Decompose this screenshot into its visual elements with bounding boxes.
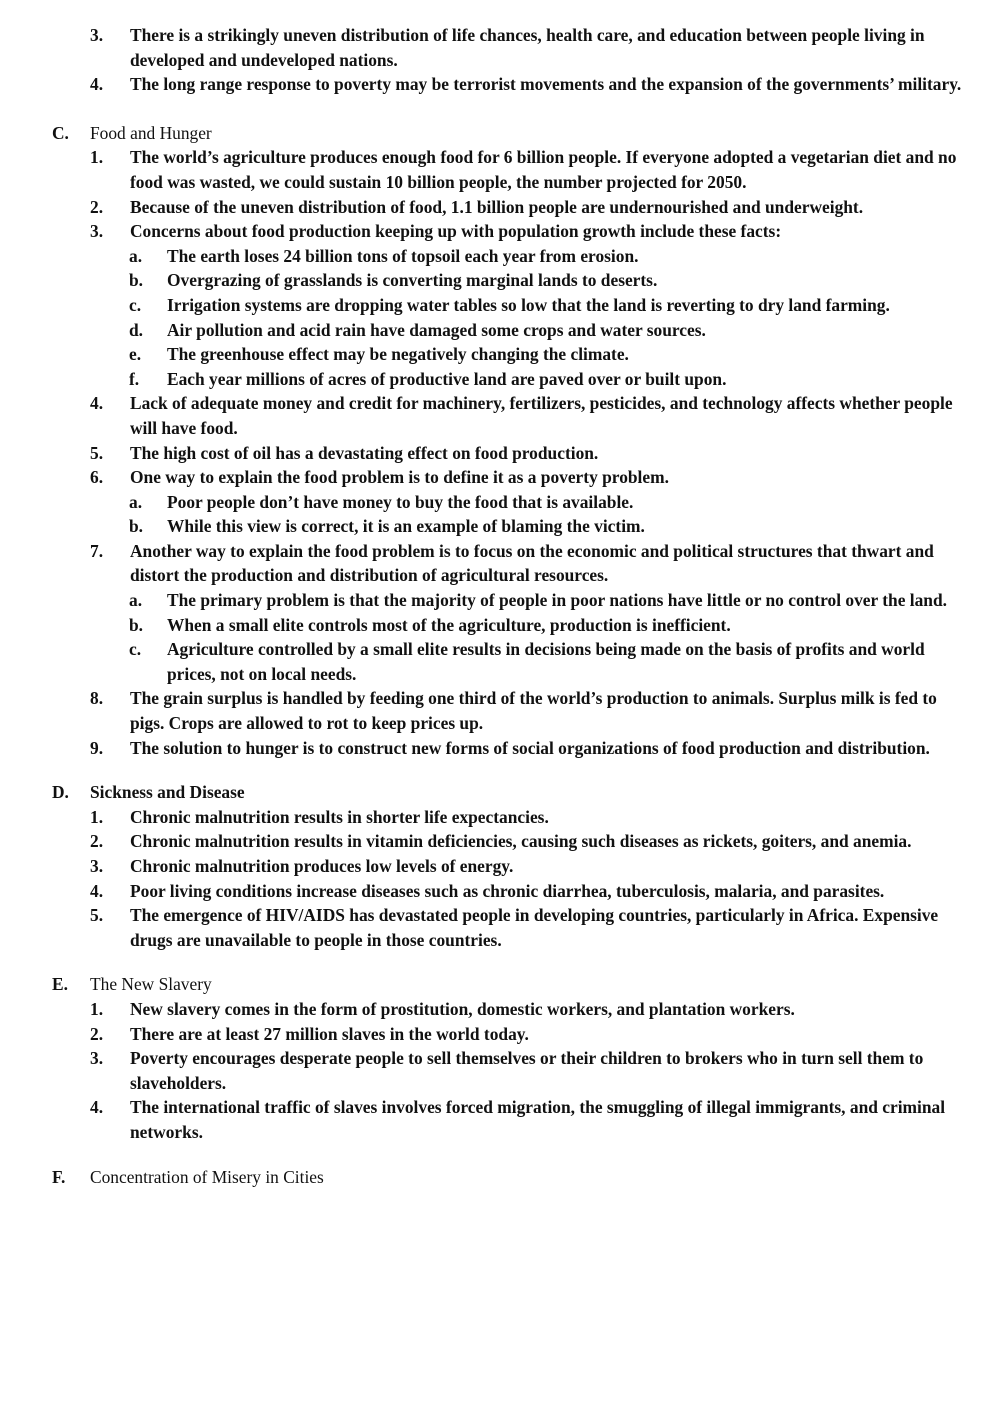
sub-item-text: While this view is correct, it is an example of blaming the victim. (167, 516, 645, 537)
item-text: The international traffic of slaves involves forced migration, the smuggling of illegal immigrants, and criminal networks. (130, 1097, 946, 1142)
sub-item-letter: d. (129, 319, 144, 340)
list-item (0, 1095, 994, 1144)
sub-list-item (0, 514, 994, 539)
item-text: There are at least 27 million slaves in the world today. (130, 1023, 529, 1044)
item-number: 5. (90, 442, 104, 463)
sub-item-letter: f. (129, 368, 140, 389)
sub-list-item (0, 268, 994, 293)
sub-list-item (0, 613, 994, 638)
list-item (0, 145, 994, 194)
sub-item-text: Irrigation systems are dropping water tables so low that the land is reverting to dry land farming. (167, 294, 890, 315)
sub-list-item (0, 244, 994, 269)
list-item (0, 854, 994, 879)
item-text: Because of the uneven distribution of food, 1.1 billion people are undernourished and underweight. (130, 196, 864, 217)
sub-item-letter: a. (129, 491, 143, 512)
item-text: One way to explain the food problem is to define it as a poverty problem. (130, 467, 669, 488)
item-number: 3. (90, 221, 104, 242)
list-item (0, 195, 994, 220)
list-item (0, 23, 994, 72)
sub-list-item (0, 293, 994, 318)
list-item (0, 72, 994, 97)
item-number: 1. (90, 147, 104, 168)
list-item (0, 686, 994, 735)
item-number: 1. (90, 806, 104, 827)
section-letter: D. (52, 782, 69, 803)
item-number: 9. (90, 737, 104, 758)
sub-item-text: The earth loses 24 billion tons of topsoil each year from erosion. (167, 245, 639, 266)
sub-item-letter: a. (129, 590, 143, 611)
sub-item-text: The primary problem is that the majority of people in poor nations have little or no control over the land. (167, 590, 947, 611)
sub-item-text: Overgrazing of grasslands is converting marginal lands to deserts. (167, 270, 658, 291)
item-text: The solution to hunger is to construct new forms of social organizations of food production and distribution. (130, 737, 930, 758)
item-text: The high cost of oil has a devastating effect on food production. (130, 442, 599, 463)
item-number: 2. (90, 831, 104, 852)
item-number: 4. (90, 880, 104, 901)
list-item (0, 1022, 994, 1047)
item-text: New slavery comes in the form of prostitution, domestic workers, and plantation workers. (130, 998, 795, 1019)
list-item (0, 879, 994, 904)
section-title: Concentration of Misery in Cities (90, 1166, 324, 1187)
item-text: Another way to explain the food problem is to focus on the economic and political structures that thwart and distort the production and distribution of agricultural resources. (130, 540, 934, 586)
sub-list-item (0, 490, 994, 515)
item-number: 4. (90, 74, 104, 95)
list-item (0, 903, 994, 952)
list-item (0, 1046, 994, 1095)
item-text: Chronic malnutrition results in shorter life expectancies. (130, 806, 549, 827)
section-heading-food-and-hunger (0, 121, 994, 146)
section-heading-concentration-of-misery (0, 1165, 994, 1190)
item-number: 3. (90, 856, 104, 876)
section-title: The New Slavery (90, 974, 212, 995)
sub-list-item (0, 367, 994, 392)
sub-item-letter: b. (129, 270, 144, 291)
item-number: 3. (90, 25, 104, 45)
sub-item-letter: c. (129, 639, 142, 660)
section-title: Sickness and Disease (90, 782, 245, 803)
item-text: The long range response to poverty may be terrorist movements and the expansion of the governments’ military. (130, 74, 962, 95)
item-text: Poor living conditions increase diseases such as chronic diarrhea, tuberculosis, malaria, and parasites. (130, 880, 885, 901)
item-number: 2. (90, 1023, 104, 1044)
list-item (0, 391, 994, 440)
section-letter: F. (52, 1166, 66, 1187)
list-item (0, 539, 994, 588)
sub-item-text: Air pollution and acid rain have damaged some crops and water sources. (167, 319, 706, 340)
item-text: Lack of adequate money and credit for machinery, fertilizers, pesticides, and technology affects whether people will have food. (130, 393, 953, 438)
sub-item-text: Each year millions of acres of productive land are paved over or built upon. (167, 368, 727, 389)
item-number: 4. (90, 393, 104, 414)
sub-item-letter: a. (129, 245, 143, 266)
item-number: 3. (90, 1048, 104, 1069)
item-number: 8. (90, 688, 104, 709)
list-item (0, 465, 994, 490)
item-number: 6. (90, 467, 104, 488)
section-title: Food and Hunger (90, 122, 212, 143)
sub-item-letter: e. (129, 344, 142, 365)
section-letter: E. (52, 974, 68, 995)
sub-item-letter: c. (129, 294, 142, 315)
item-number: 4. (90, 1097, 104, 1118)
sub-list-item (0, 588, 994, 613)
item-text: Poverty encourages desperate people to sell themselves or their children to brokers who in turn sell them to slaveholders. (130, 1048, 924, 1093)
item-text: The emergence of HIV/AIDS has devastated people in developing countries, particularly in Africa. Expensive drugs are unavailable to people in those countries. (130, 905, 939, 950)
item-number: 1. (90, 998, 104, 1019)
list-item (0, 829, 994, 854)
section-heading-sickness-and-disease (0, 780, 994, 805)
item-text: Chronic malnutrition produces low levels of energy. (130, 856, 514, 876)
list-item (0, 805, 994, 830)
sub-item-letter: b. (129, 614, 144, 635)
sub-item-letter: b. (129, 516, 144, 537)
sub-item-text: Agriculture controlled by a small elite results in decisions being made on the basis of profits and world prices, not on local needs. (167, 639, 925, 684)
item-text: There is a strikingly uneven distribution of life chances, health care, and education between people living in developed and undeveloped nations. (130, 25, 925, 70)
item-text: The grain surplus is handled by feeding one third of the world’s production to animals. Surplus milk is fed to pigs. Crops are allowed to rot to keep prices up. (130, 688, 937, 734)
list-item (0, 441, 994, 466)
item-number: 5. (90, 905, 104, 926)
sub-item-text: The greenhouse effect may be negatively changing the climate. (167, 344, 629, 365)
list-item (0, 736, 994, 761)
item-text: Concerns about food production keeping up with population growth include these facts: (130, 221, 782, 242)
item-text: Chronic malnutrition results in vitamin deficiencies, causing such diseases as rickets, goiters, and anemia. (130, 831, 912, 852)
list-item (0, 997, 994, 1022)
list-item (0, 219, 994, 244)
sub-list-item (0, 342, 994, 367)
sub-item-text: Poor people don’t have money to buy the food that is available. (167, 491, 634, 512)
item-number: 2. (90, 196, 104, 217)
item-text: The world’s agriculture produces enough food for 6 billion people. If everyone adopted a vegetarian diet and no food was wasted, we could sustain 10 billion people, the number projected for 2050. (130, 147, 957, 192)
sub-list-item (0, 318, 994, 343)
section-heading-new-slavery (0, 972, 994, 997)
item-number: 7. (90, 540, 104, 561)
sub-item-text: When a small elite controls most of the agriculture, production is inefficient. (167, 614, 731, 635)
section-letter: C. (52, 122, 69, 143)
sub-list-item (0, 637, 994, 686)
